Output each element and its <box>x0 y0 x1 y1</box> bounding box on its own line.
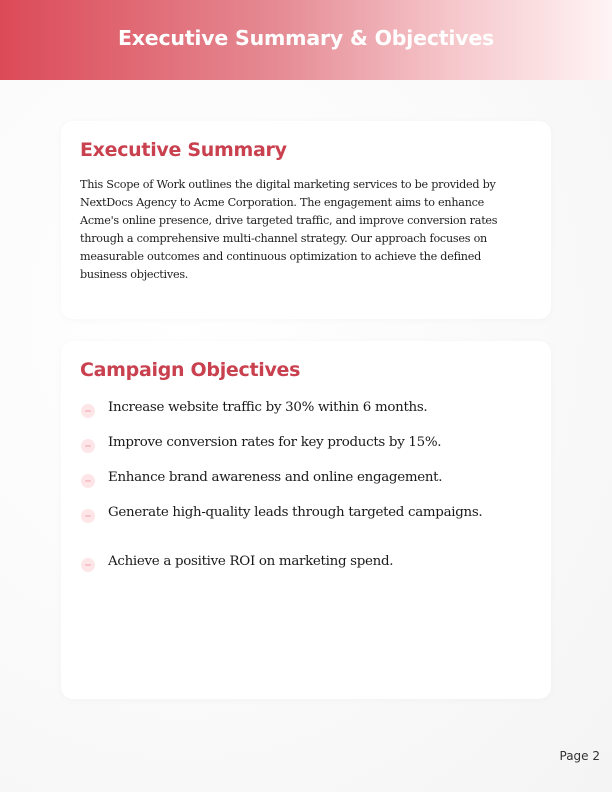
executive-summary-card <box>61 121 551 319</box>
objective-item <box>81 469 531 489</box>
page-title: Executive Summary & Objectives <box>117 26 495 50</box>
objective-text: Improve conversion rates for key products by 15%. <box>108 435 442 450</box>
objective-item <box>81 399 531 419</box>
bullet-icon <box>81 404 95 418</box>
objective-text: Increase website traffic by 30% within 6 months. <box>108 400 428 415</box>
objective-text: Generate high-quality leads through targeted campaigns. <box>108 505 483 520</box>
objective-text: Enhance brand awareness and online engagement. <box>108 470 443 485</box>
executive-summary-heading: Executive Summary <box>80 139 287 161</box>
bullet-icon <box>81 558 95 572</box>
page-number: Page 2 <box>559 749 600 763</box>
bullet-icon <box>81 474 95 488</box>
objective-text: Achieve a positive ROI on marketing spend. <box>108 554 394 569</box>
bullet-icon <box>81 509 95 523</box>
bullet-icon <box>81 439 95 453</box>
page-header <box>0 0 612 80</box>
campaign-objectives-card <box>61 341 551 699</box>
executive-summary-text: This Scope of Work outlines the digital marketing services to be provided by NextDocs Agency to Acme Corporation. The engagement aims to enhance Acme's online presence, drive targeted traffic, and improve conversion rates through a comprehensive multi-channel strategy. Our approach focuses on measurable outcomes and continuous optimization to achieve the defined business objectives. <box>80 178 498 281</box>
objective-item <box>81 434 531 454</box>
campaign-objectives-heading: Campaign Objectives <box>80 359 301 381</box>
objective-item <box>81 504 531 524</box>
objective-item <box>81 553 531 573</box>
